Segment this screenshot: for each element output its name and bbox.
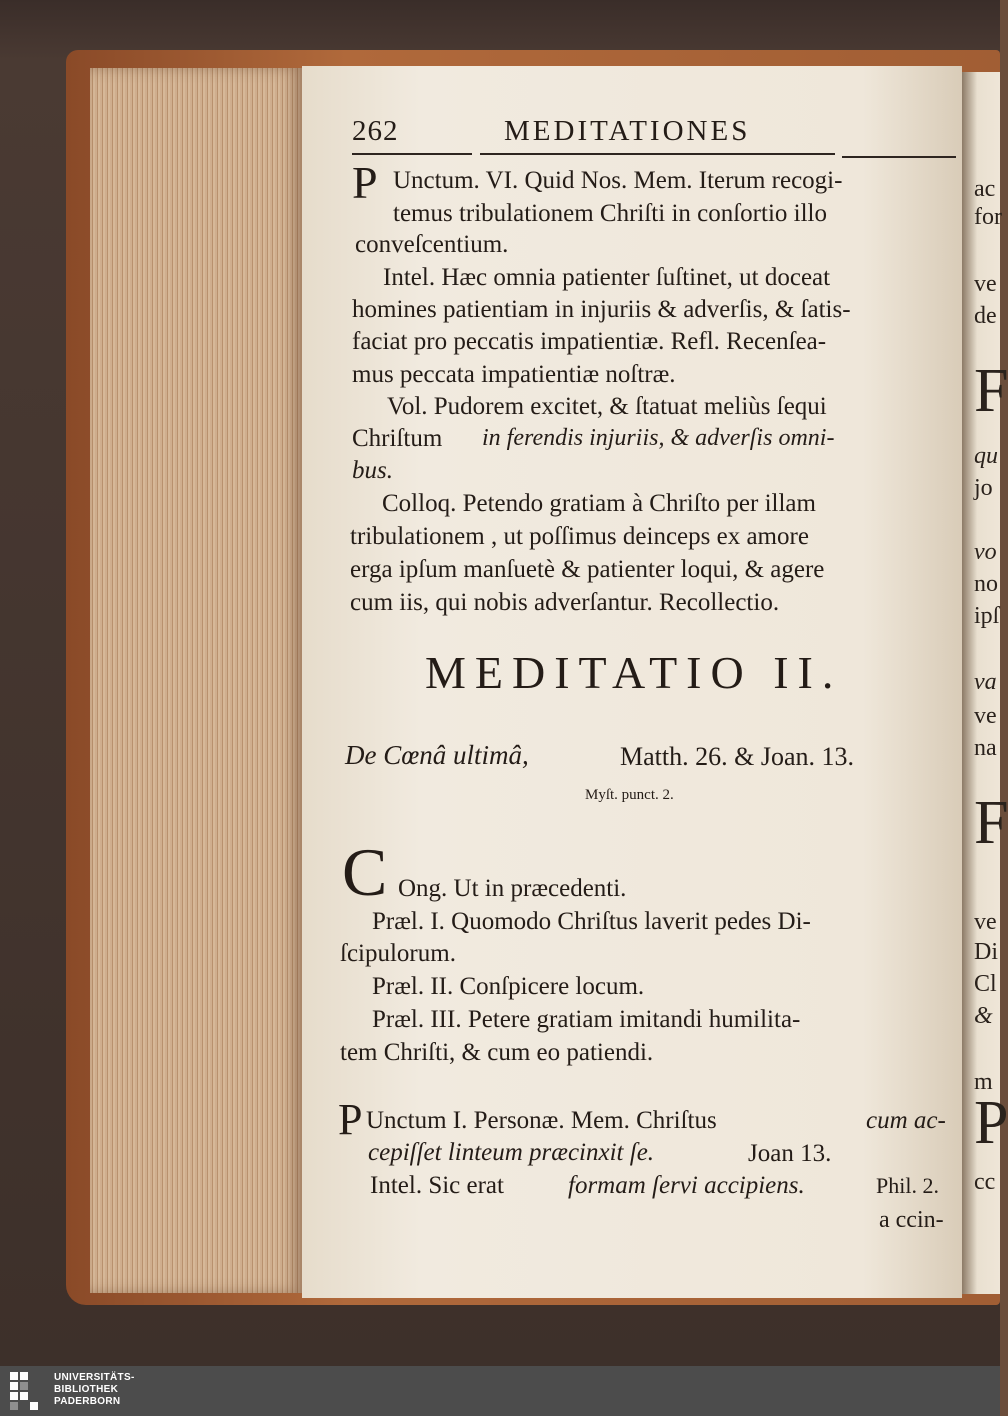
right-page-text: cc [974, 1169, 996, 1195]
section-note: Myſt. punct. 2. [585, 787, 674, 803]
text-line: tribulationem , ut poſſimus deinceps ex amore [350, 523, 809, 550]
running-head: MEDITATIONES [504, 115, 751, 147]
right-page-text: F [974, 357, 1008, 425]
text-line: Unctum I. Personæ. Mem. Chriſtus [366, 1107, 717, 1134]
text-line: Intel. Hæc omnia patienter ſuſtinet, ut doceat [383, 264, 831, 291]
right-page-text: ve [974, 703, 997, 729]
right-page-text: vo [974, 539, 997, 565]
right-page-text: ac [974, 176, 996, 202]
right-page-text: ipſ [974, 603, 1000, 629]
drop-capital: C [342, 834, 388, 910]
text-line-italic: in ferendis injuriis, & adverſis omni- [482, 425, 835, 451]
section-subtitle-italic: De Cœnâ ultimâ, [345, 740, 529, 770]
text-line-italic: cum ac- [866, 1107, 946, 1134]
right-page-text: de [974, 303, 997, 329]
text-line-italic: formam ſervi accipiens. [568, 1172, 805, 1199]
text-line: Joan 13. [748, 1140, 832, 1167]
right-page-text: Di [974, 939, 998, 965]
header-rule [352, 153, 472, 155]
library-name: UNIVERSITÄTS- BIBLIOTHEK PADERBORN [54, 1372, 135, 1407]
text-line: conveſcentium. [355, 231, 509, 258]
right-page-text: no [974, 571, 998, 597]
text-line: Unctum. VI. Quid Nos. Mem. Iterum recogi- [393, 167, 843, 194]
drop-capital: P [352, 157, 378, 208]
right-page-text: for [974, 204, 1002, 230]
catchword: a ccin- [879, 1207, 944, 1233]
text-line-italic: cepiſſet linteum præcinxit ſe. [368, 1139, 655, 1166]
right-page-text: Cl [974, 971, 997, 997]
right-page-fragment [962, 72, 1008, 1294]
text-line: Vol. Pudorem excitet, & ſtatuat meliùs ſequi [387, 393, 827, 420]
text-line: faciat pro peccatis impatientiæ. Refl. Recenſea- [352, 328, 827, 355]
library-logo-icon [10, 1372, 48, 1410]
page-block-edge [90, 68, 302, 1293]
right-page-text: P [974, 1089, 1008, 1157]
drop-capital: P [338, 1095, 363, 1144]
text-line: mus peccata impatientiæ noſtræ. [352, 361, 676, 388]
text-line: Chriſtum [352, 425, 443, 452]
right-page-text: & [974, 1003, 993, 1029]
right-page-text: ve [974, 271, 997, 297]
header-rule [842, 156, 956, 158]
text-line-italic: bus. [352, 457, 393, 484]
right-page-text: ve [974, 909, 997, 935]
text-line: Præl. I. Quomodo Chriſtus laverit pedes Di- [372, 908, 811, 935]
section-subtitle: Matth. 26. & Joan. 13. [620, 742, 854, 771]
text-line: temus tribulationem Chriſti in conſortio illo [393, 200, 827, 227]
section-title: MEDITATIO II. [425, 647, 843, 698]
text-line: erga ipſum manſuetè & patienter loqui, & agere [350, 556, 825, 583]
library-footer [0, 1366, 1000, 1416]
text-line: Intel. Sic erat [370, 1172, 504, 1199]
text-line: cum iis, qui nobis adverſantur. Recollectio. [350, 589, 780, 616]
right-page-text: qu [974, 443, 998, 469]
right-page-text: jo [974, 475, 993, 501]
text-line: Ong. Ut in præcedenti. [398, 875, 627, 902]
text-line: tem Chriſti, & cum eo patiendi. [340, 1039, 654, 1066]
text-line: Colloq. Petendo gratiam à Chriſto per illam [382, 490, 816, 517]
header-rule [480, 153, 835, 155]
page-number: 262 [352, 115, 399, 147]
text-line: homines patientiam in injuriis & adverſis, & ſatis- [352, 296, 851, 323]
text-line: Præl. II. Conſpicere locum. [372, 973, 645, 1000]
right-page-text: m [974, 1069, 993, 1095]
right-page-text: F [974, 789, 1008, 857]
text-line: ſcipulorum. [340, 940, 456, 967]
text-line: Præl. III. Petere gratiam imitandi humilita- [372, 1006, 801, 1033]
text-line: Phil. 2. [876, 1173, 939, 1198]
right-page-text: va [974, 669, 997, 695]
right-page-text: na [974, 735, 997, 761]
